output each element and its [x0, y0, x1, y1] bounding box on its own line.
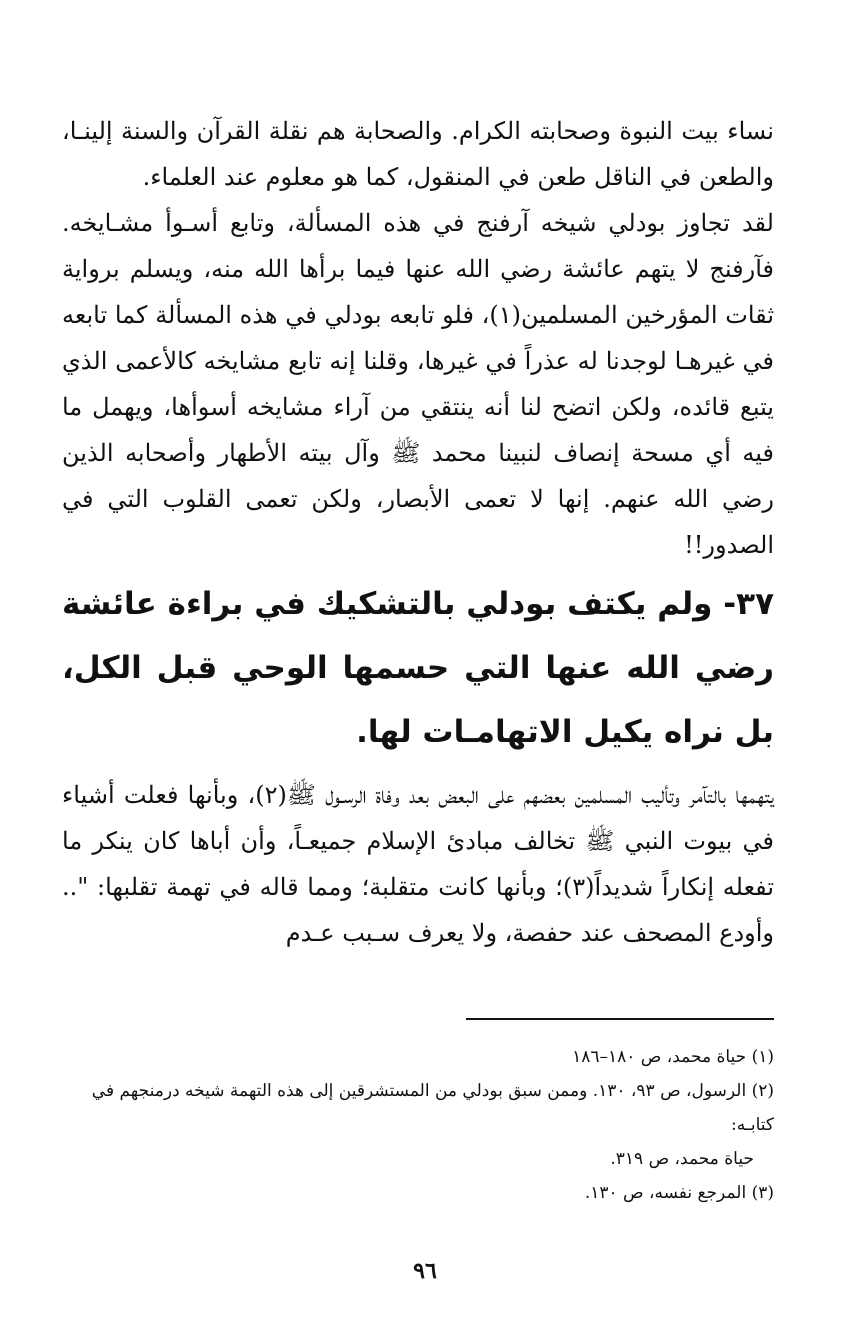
footnote-2-continuation: حياة محمد، ص ٣١٩.: [610, 1149, 754, 1169]
page-body: [62, 108, 774, 956]
paragraph-1: نساء بيت النبوة وصحابته الكرام. والصحابة هم نقلة القرآن والسنة إلينـا، والطعن في الناقل طعن في المنقول، كما هو معلوم عند العلماء.: [62, 117, 774, 191]
page-number: ٩٦: [413, 1258, 437, 1284]
paragraph-3: يتهمها بالتآمر وتأليب المسلمين بعضهم على البعض بعد وفاة الرسـول ﷺ(٢)، وبأنها فعلت أشياء في بيوت النبي ﷺ تخالف مبادئ الإسلام جميعـاً، وأن أباها كان ينكر ما تفعله إنكاراً شديداً(٣)؛ وبأنها كانت متقلبة؛ ومما قاله في تهمة تقلبها: ".. وأودع المصحف عند حفصة، ولا يعرف سـبب عـدم: [62, 781, 775, 947]
footnote-3: (٣) المرجع نفسه، ص ١٣٠.: [584, 1183, 774, 1203]
footnote-divider: [466, 1018, 774, 1020]
paragraph-2: لقد تجاوز بودلي شيخه آرفنج في هذه المسألة، وتابع أسـوأ مشـايخه. فآرفنج لا يتهم عائشة رضي الله عنها فيما برأها الله منه، ويسلم برواية ثقات المؤرخين المسلمين(١)، فلو تابعه بودلي في هذه المسألة كما تابعه في غيرهـا لوجدنا له عذراً في غيرها، وقلنا إنه تابع مشايخه كالأعمى الذي يتبع قائده، ولكن اتضح لنا أنه ينتقي من آراء مشايخه أسوأها، ويهمل ما فيه أي مسحة إنصاف لنبينا محمد ﷺ وآل بيته الأطهار وأصحابه الذين رضي الله عنهم. إنها لا تعمى الأبصار، ولكن تعمى القلوب التي في الصدور!!: [62, 209, 774, 559]
section-heading: ٣٧- ولم يكتف بودلي بالتشكيك في براءة عائشة رضي الله عنها التي حسمها الوحي قبل الكل، بل نراه يكيل الاتهامـات لها.: [62, 586, 774, 750]
footnotes: [62, 1040, 774, 1210]
footnote-1: (١) حياة محمد، ص ١٨٠–١٨٦: [572, 1047, 774, 1067]
footnote-2: (٢) الرسول، ص ٩٣، ١٣٠. وممن سبق بودلي من المستشرقين إلى هذه التهمة شيخه درمنجهم في كتابـه:: [91, 1081, 774, 1135]
